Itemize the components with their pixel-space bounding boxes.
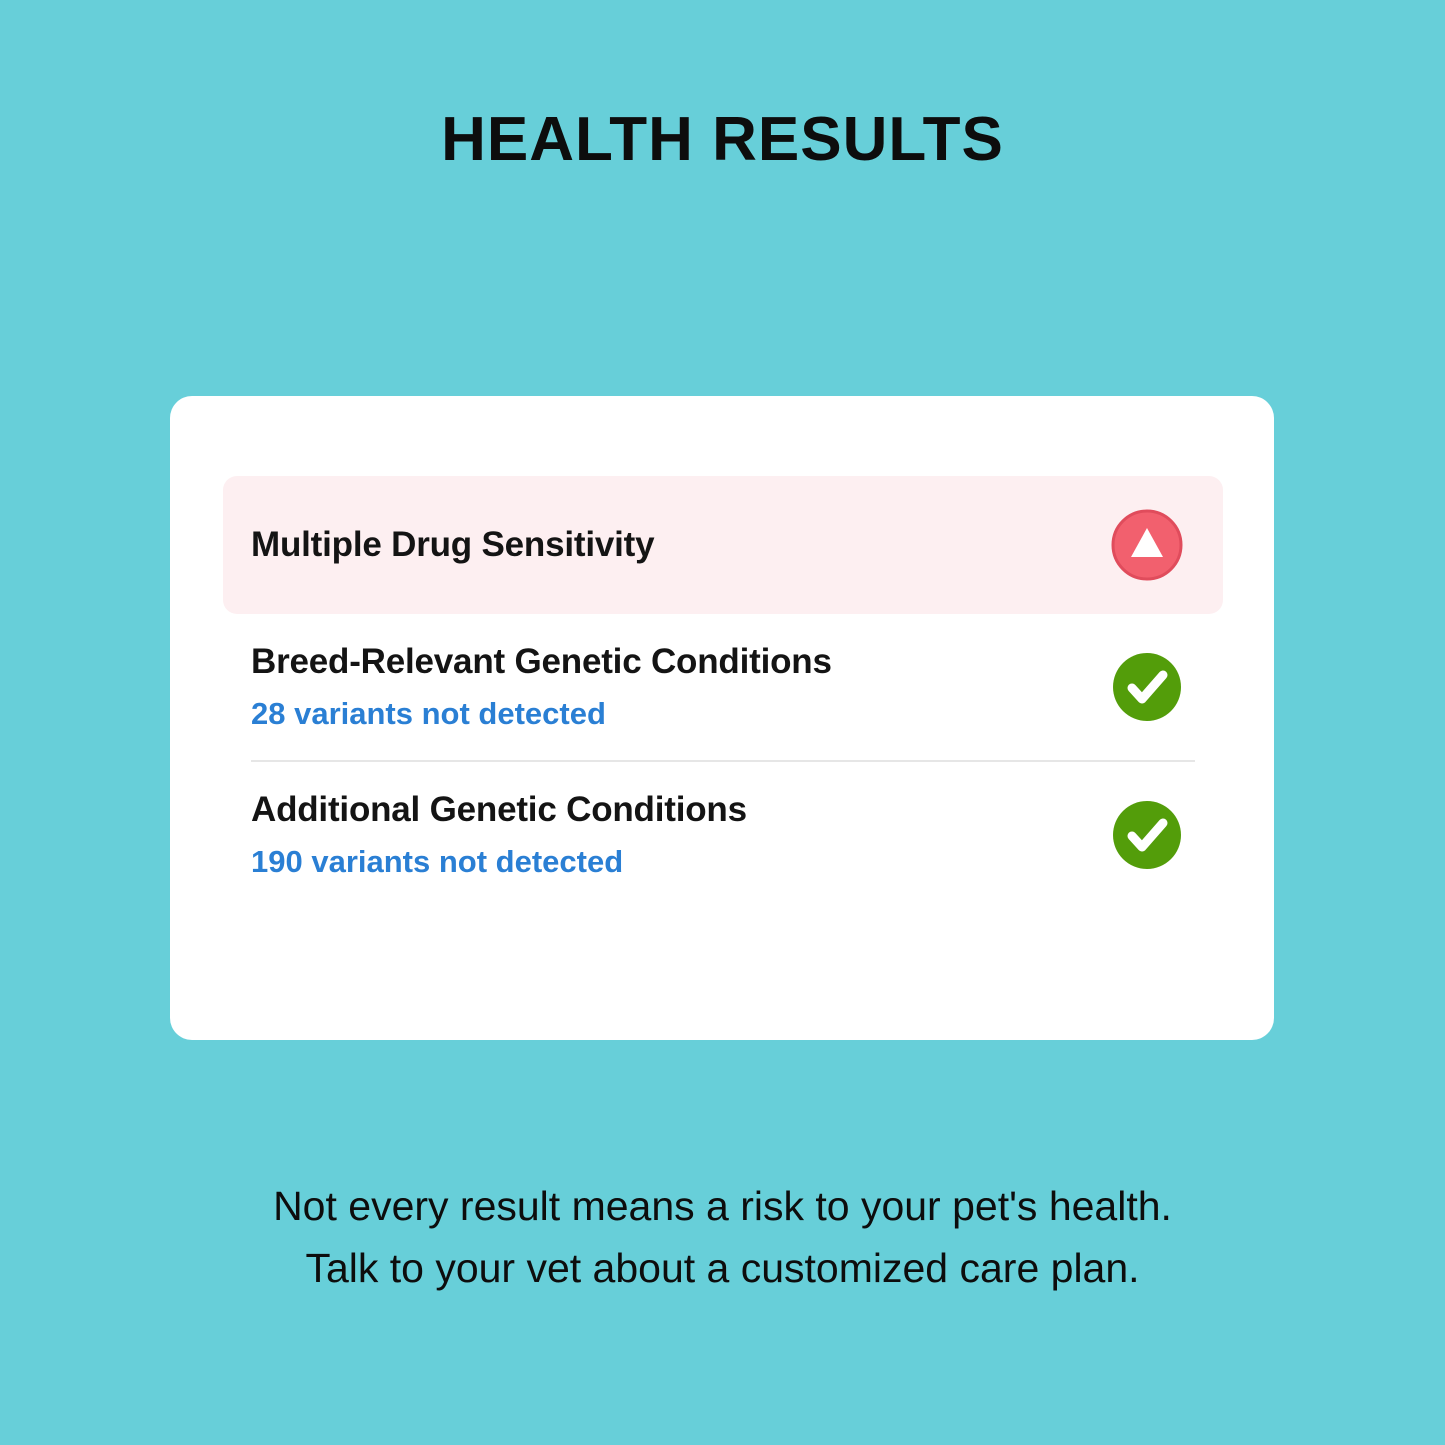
- result-text-group: [251, 524, 654, 566]
- list-item[interactable]: [223, 762, 1223, 908]
- check-circle-icon: [1111, 651, 1183, 723]
- list-item[interactable]: [223, 614, 1223, 760]
- result-title: Breed-Relevant Genetic Conditions: [251, 642, 832, 682]
- result-subtitle: 190 variants not detected: [251, 844, 624, 880]
- results-list: [223, 476, 1223, 908]
- warning-triangle-icon: [1111, 509, 1183, 581]
- result-title: Additional Genetic Conditions: [251, 790, 747, 830]
- result-subtitle: 28 variants not detected: [251, 696, 606, 732]
- result-text-group: [251, 789, 747, 880]
- footnote-line-2: Talk to your vet about a customized care plan.: [305, 1244, 1140, 1291]
- check-circle-icon: [1111, 799, 1183, 871]
- page-title: HEALTH RESULTS: [441, 105, 1004, 174]
- footnote: [0, 1176, 1445, 1299]
- results-card: [170, 396, 1274, 1040]
- result-title: Multiple Drug Sensitivity: [251, 525, 655, 564]
- list-item[interactable]: [223, 476, 1223, 614]
- result-text-group: [251, 641, 832, 732]
- footnote-line-1: Not every result means a risk to your pet's health.: [273, 1183, 1172, 1229]
